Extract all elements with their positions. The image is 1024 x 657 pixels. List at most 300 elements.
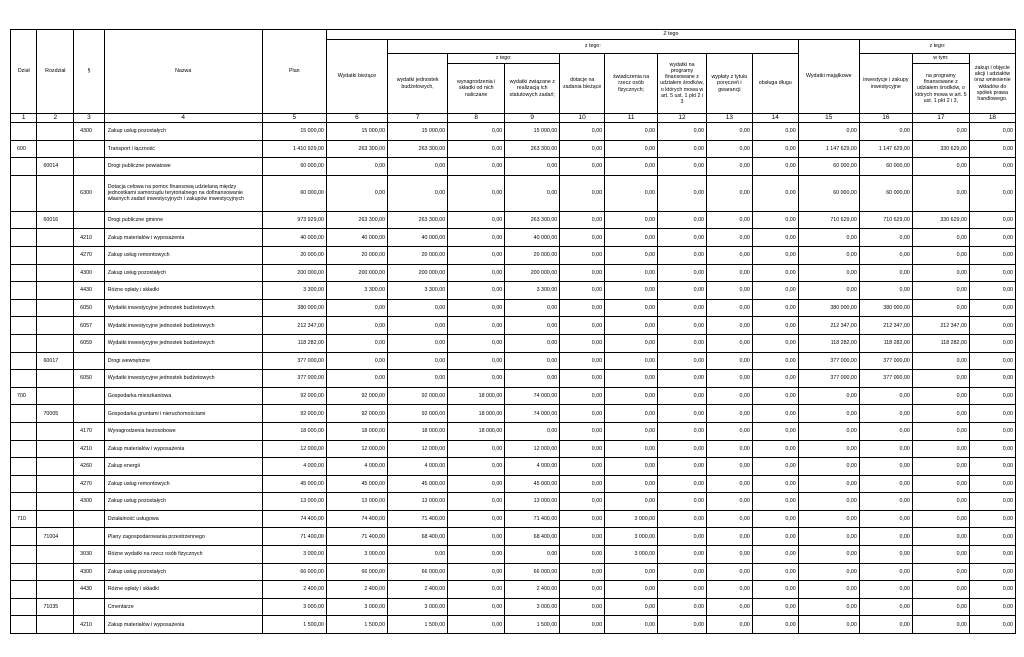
value-cell: 0,00: [560, 140, 605, 158]
value-cell: 0,00: [706, 299, 752, 317]
value-cell: 0,00: [658, 510, 707, 528]
header-z-tego-biezace: z tego:: [388, 40, 799, 54]
value-cell: 0,00: [912, 581, 969, 599]
value-cell: 0,00: [605, 352, 658, 370]
value-cell: 0,00: [706, 246, 752, 264]
value-cell: 0,00: [560, 211, 605, 229]
value-cell: 0,00: [448, 299, 505, 317]
value-cell: 0,00: [798, 510, 859, 528]
column-number: 13: [706, 114, 752, 123]
value-cell: 3 000,00: [326, 546, 387, 564]
header-dotacje: dotacje na zadania bieżące: [560, 54, 605, 114]
value-cell: 0,00: [448, 458, 505, 476]
value-cell: 0,00: [706, 175, 752, 211]
name-cell: Różne wydatki na rzecz osób fizycznych: [104, 546, 262, 564]
value-cell: 0,00: [969, 282, 1015, 300]
header-programy-majatkowe: na programy finansowane z udziałem środków, o których mowa w art. 5 ust. 1 pkt 2 i 3,: [912, 64, 969, 114]
value-cell: 0,00: [969, 370, 1015, 388]
value-cell: 0,00: [605, 264, 658, 282]
value-cell: 0,00: [560, 458, 605, 476]
column-number: 8: [448, 114, 505, 123]
value-cell: 330 629,00: [912, 211, 969, 229]
value-cell: 0,00: [752, 334, 798, 352]
table-row: [11, 282, 1016, 300]
rozdzial-cell: [37, 299, 74, 317]
value-cell: 0,00: [912, 405, 969, 423]
value-cell: 0,00: [912, 352, 969, 370]
value-cell: 0,00: [798, 422, 859, 440]
value-cell: 0,00: [798, 493, 859, 511]
value-cell: 0,00: [605, 405, 658, 423]
header-z-tego-majatkowe: z tego:: [859, 40, 1015, 54]
value-cell: 0,00: [605, 140, 658, 158]
value-cell: 0,00: [912, 387, 969, 405]
value-cell: 0,00: [969, 475, 1015, 493]
value-cell: 0,00: [658, 299, 707, 317]
paragraf-cell: 4270: [74, 246, 105, 264]
value-cell: 0,00: [798, 528, 859, 546]
table-row: [11, 229, 1016, 247]
value-cell: 0,00: [912, 528, 969, 546]
value-cell: 0,00: [560, 317, 605, 335]
value-cell: 0,00: [560, 352, 605, 370]
column-number: 17: [912, 114, 969, 123]
value-cell: 0,00: [388, 370, 448, 388]
paragraf-cell: 4170: [74, 422, 105, 440]
value-cell: 0,00: [752, 317, 798, 335]
value-cell: 212 347,00: [859, 317, 912, 335]
paragraf-cell: 6057: [74, 317, 105, 335]
value-cell: 377 000,00: [262, 352, 326, 370]
value-cell: 20 000,00: [505, 246, 560, 264]
value-cell: 0,00: [560, 440, 605, 458]
value-cell: 3 000,00: [505, 598, 560, 616]
budget-sheet: [10, 29, 1016, 634]
value-cell: 0,00: [326, 175, 387, 211]
column-number: 1: [11, 114, 37, 123]
value-cell: 0,00: [560, 229, 605, 247]
value-cell: 118 282,00: [798, 334, 859, 352]
value-cell: 0,00: [752, 458, 798, 476]
value-cell: 60 000,00: [798, 175, 859, 211]
value-cell: 0,00: [752, 616, 798, 634]
column-number: 9: [505, 114, 560, 123]
value-cell: 0,00: [969, 405, 1015, 423]
rozdzial-cell: [37, 370, 74, 388]
dzial-cell: [11, 546, 37, 564]
name-cell: Wydatki inwestycyjne jednostek budżetowych: [104, 370, 262, 388]
value-cell: 0,00: [658, 123, 707, 141]
table-row: [11, 387, 1016, 405]
value-cell: 71 400,00: [262, 528, 326, 546]
rozdzial-cell: [37, 229, 74, 247]
table-row: [11, 405, 1016, 423]
value-cell: 0,00: [605, 581, 658, 599]
value-cell: 0,00: [706, 211, 752, 229]
value-cell: 0,00: [969, 528, 1015, 546]
value-cell: 0,00: [859, 246, 912, 264]
value-cell: 0,00: [605, 211, 658, 229]
value-cell: 0,00: [969, 510, 1015, 528]
value-cell: 15 000,00: [388, 123, 448, 141]
name-cell: Cmentarze: [104, 598, 262, 616]
name-cell: Drogi publiczne gminne: [104, 211, 262, 229]
value-cell: 0,00: [560, 475, 605, 493]
header-programy: wydatki na programy finansowane z udziałem środków, o których mowa w art. 5 ust. 1 pkt 2 i 3: [658, 54, 707, 114]
name-cell: Drogi wewnętrzne: [104, 352, 262, 370]
value-cell: 0,00: [752, 299, 798, 317]
rozdzial-cell: [37, 175, 74, 211]
value-cell: 0,00: [448, 246, 505, 264]
value-cell: 0,00: [969, 422, 1015, 440]
value-cell: 0,00: [658, 158, 707, 176]
value-cell: 0,00: [388, 334, 448, 352]
value-cell: 0,00: [859, 458, 912, 476]
table-row: [11, 493, 1016, 511]
rozdzial-cell: 71004: [37, 528, 74, 546]
rozdzial-cell: 60016: [37, 211, 74, 229]
value-cell: 200 000,00: [388, 264, 448, 282]
value-cell: 0,00: [969, 158, 1015, 176]
value-cell: 0,00: [658, 598, 707, 616]
value-cell: 0,00: [798, 387, 859, 405]
value-cell: 0,00: [912, 264, 969, 282]
paragraf-cell: 6300: [74, 175, 105, 211]
name-cell: Zakup usług remontowych: [104, 475, 262, 493]
value-cell: 0,00: [912, 563, 969, 581]
dzial-cell: [11, 334, 37, 352]
value-cell: 92 000,00: [326, 387, 387, 405]
value-cell: 0,00: [326, 334, 387, 352]
value-cell: 0,00: [658, 563, 707, 581]
header-swiadczenia: świadczenia na rzecz osób fizycznych;: [605, 54, 658, 114]
table-row: [11, 422, 1016, 440]
value-cell: 0,00: [912, 246, 969, 264]
value-cell: 380 000,00: [859, 299, 912, 317]
value-cell: 0,00: [706, 528, 752, 546]
value-cell: 2 400,00: [388, 581, 448, 599]
expenditure-table: [10, 29, 1016, 634]
header-wydatki-biezace: Wydatki bieżące: [326, 40, 387, 114]
value-cell: 0,00: [388, 158, 448, 176]
value-cell: 263 300,00: [505, 211, 560, 229]
value-cell: 263 300,00: [388, 140, 448, 158]
value-cell: 0,00: [560, 264, 605, 282]
value-cell: 0,00: [859, 581, 912, 599]
column-number: 10: [560, 114, 605, 123]
value-cell: 0,00: [658, 140, 707, 158]
value-cell: 0,00: [752, 123, 798, 141]
name-cell: Różne opłaty i składki: [104, 282, 262, 300]
dzial-cell: 700: [11, 387, 37, 405]
value-cell: 0,00: [706, 352, 752, 370]
value-cell: 0,00: [706, 510, 752, 528]
paragraf-cell: 4210: [74, 440, 105, 458]
paragraf-cell: 6050: [74, 299, 105, 317]
value-cell: 0,00: [658, 528, 707, 546]
value-cell: 66 000,00: [326, 563, 387, 581]
value-cell: 0,00: [798, 246, 859, 264]
value-cell: 0,00: [859, 405, 912, 423]
value-cell: 0,00: [448, 370, 505, 388]
header-poreczenia: wypłaty z tytułu poręczeń i gwarancji: [706, 54, 752, 114]
value-cell: 0,00: [798, 282, 859, 300]
value-cell: 1 500,00: [388, 616, 448, 634]
column-number-row: [11, 114, 1016, 123]
dzial-cell: [11, 317, 37, 335]
name-cell: Zakup usług pozostałych: [104, 123, 262, 141]
value-cell: 0,00: [448, 510, 505, 528]
value-cell: 0,00: [859, 616, 912, 634]
value-cell: 0,00: [605, 493, 658, 511]
value-cell: 0,00: [798, 264, 859, 282]
value-cell: 0,00: [605, 616, 658, 634]
header-zadania-statutowe: wydatki związane z realizacją ich statutowych zadań;: [505, 64, 560, 114]
value-cell: 0,00: [448, 282, 505, 300]
value-cell: 60 000,00: [798, 158, 859, 176]
dzial-cell: [11, 493, 37, 511]
value-cell: 0,00: [388, 546, 448, 564]
rozdzial-cell: [37, 563, 74, 581]
value-cell: 4 000,00: [505, 458, 560, 476]
value-cell: 0,00: [605, 158, 658, 176]
value-cell: 68 400,00: [388, 528, 448, 546]
value-cell: 0,00: [912, 546, 969, 564]
value-cell: 0,00: [658, 440, 707, 458]
value-cell: 20 000,00: [388, 246, 448, 264]
value-cell: 0,00: [969, 387, 1015, 405]
value-cell: 0,00: [969, 229, 1015, 247]
dzial-cell: [11, 616, 37, 634]
value-cell: 45 000,00: [388, 475, 448, 493]
value-cell: 200 000,00: [505, 264, 560, 282]
value-cell: 0,00: [658, 246, 707, 264]
table-header: [11, 30, 1016, 123]
value-cell: 66 000,00: [388, 563, 448, 581]
value-cell: 0,00: [912, 440, 969, 458]
value-cell: 0,00: [448, 334, 505, 352]
value-cell: 0,00: [752, 440, 798, 458]
header-wydatki-majatkowe: Wydatki majątkowe: [798, 40, 859, 114]
value-cell: 0,00: [706, 264, 752, 282]
value-cell: 0,00: [448, 140, 505, 158]
value-cell: 3 000,00: [605, 546, 658, 564]
value-cell: 0,00: [752, 581, 798, 599]
dzial-cell: [11, 123, 37, 141]
value-cell: 0,00: [560, 581, 605, 599]
value-cell: 0,00: [752, 140, 798, 158]
paragraf-cell: [74, 211, 105, 229]
column-number: 12: [658, 114, 707, 123]
value-cell: 0,00: [448, 546, 505, 564]
value-cell: 0,00: [505, 158, 560, 176]
paragraf-cell: [74, 528, 105, 546]
value-cell: 4 000,00: [326, 458, 387, 476]
value-cell: 60 000,00: [262, 158, 326, 176]
value-cell: 0,00: [912, 493, 969, 511]
value-cell: 0,00: [448, 616, 505, 634]
value-cell: 0,00: [859, 598, 912, 616]
value-cell: 0,00: [969, 211, 1015, 229]
table-row: [11, 211, 1016, 229]
name-cell: Zakup usług pozostałych: [104, 264, 262, 282]
column-number: 16: [859, 114, 912, 123]
value-cell: 0,00: [798, 475, 859, 493]
value-cell: 0,00: [706, 440, 752, 458]
value-cell: 0,00: [752, 528, 798, 546]
value-cell: 0,00: [752, 475, 798, 493]
dzial-cell: [11, 422, 37, 440]
value-cell: 45 000,00: [262, 475, 326, 493]
value-cell: 0,00: [706, 405, 752, 423]
value-cell: 0,00: [706, 598, 752, 616]
value-cell: 0,00: [912, 175, 969, 211]
table-row: [11, 246, 1016, 264]
header-z-tego: Z tego: [326, 30, 1015, 40]
value-cell: 0,00: [448, 317, 505, 335]
value-cell: 0,00: [658, 229, 707, 247]
value-cell: 2 400,00: [326, 581, 387, 599]
name-cell: Wydatki inwestycyjne jednostek budżetowych: [104, 299, 262, 317]
header-z-tego-jednostek: z tego:: [448, 54, 560, 64]
value-cell: 0,00: [859, 440, 912, 458]
value-cell: 0,00: [912, 510, 969, 528]
value-cell: 0,00: [605, 422, 658, 440]
value-cell: 1 147 629,00: [859, 140, 912, 158]
value-cell: 0,00: [969, 546, 1015, 564]
value-cell: 0,00: [658, 175, 707, 211]
paragraf-cell: 4210: [74, 616, 105, 634]
dzial-cell: [11, 581, 37, 599]
value-cell: 0,00: [605, 387, 658, 405]
value-cell: 0,00: [560, 387, 605, 405]
value-cell: 0,00: [658, 334, 707, 352]
dzial-cell: [11, 229, 37, 247]
value-cell: 0,00: [969, 440, 1015, 458]
paragraf-cell: [74, 598, 105, 616]
table-row: [11, 598, 1016, 616]
value-cell: 0,00: [752, 158, 798, 176]
rozdzial-cell: [37, 458, 74, 476]
value-cell: 0,00: [605, 123, 658, 141]
value-cell: 200 000,00: [262, 264, 326, 282]
value-cell: 0,00: [560, 598, 605, 616]
rozdzial-cell: [37, 616, 74, 634]
value-cell: 0,00: [658, 458, 707, 476]
value-cell: 0,00: [798, 581, 859, 599]
value-cell: 0,00: [912, 123, 969, 141]
dzial-cell: [11, 282, 37, 300]
value-cell: 0,00: [605, 334, 658, 352]
value-cell: 0,00: [752, 546, 798, 564]
value-cell: 0,00: [326, 370, 387, 388]
value-cell: 0,00: [605, 370, 658, 388]
value-cell: 66 000,00: [505, 563, 560, 581]
value-cell: 0,00: [326, 158, 387, 176]
value-cell: 0,00: [388, 299, 448, 317]
value-cell: 71 400,00: [388, 510, 448, 528]
paragraf-cell: 4260: [74, 458, 105, 476]
rozdzial-cell: [37, 546, 74, 564]
value-cell: 0,00: [448, 493, 505, 511]
value-cell: 0,00: [752, 264, 798, 282]
column-number: 3: [74, 114, 105, 123]
rozdzial-cell: [37, 440, 74, 458]
value-cell: 18 000,00: [262, 422, 326, 440]
value-cell: 0,00: [859, 422, 912, 440]
value-cell: 13 000,00: [388, 493, 448, 511]
value-cell: 92 000,00: [388, 405, 448, 423]
paragraf-cell: [74, 510, 105, 528]
value-cell: 973 929,00: [262, 211, 326, 229]
value-cell: 60 000,00: [262, 175, 326, 211]
value-cell: 3 300,00: [388, 282, 448, 300]
value-cell: 0,00: [658, 352, 707, 370]
name-cell: Zakup materiałów i wyposażenia: [104, 616, 262, 634]
value-cell: 12 000,00: [326, 440, 387, 458]
value-cell: 0,00: [448, 563, 505, 581]
value-cell: 377 000,00: [798, 352, 859, 370]
value-cell: 0,00: [752, 282, 798, 300]
value-cell: 0,00: [706, 370, 752, 388]
table-row: [11, 563, 1016, 581]
value-cell: 1 500,00: [505, 616, 560, 634]
rozdzial-cell: [37, 581, 74, 599]
value-cell: 0,00: [448, 581, 505, 599]
rozdzial-cell: 60017: [37, 352, 74, 370]
value-cell: 0,00: [560, 246, 605, 264]
value-cell: 20 000,00: [262, 246, 326, 264]
value-cell: 3 000,00: [326, 598, 387, 616]
value-cell: 0,00: [752, 211, 798, 229]
value-cell: 0,00: [658, 387, 707, 405]
table-row: [11, 528, 1016, 546]
value-cell: 0,00: [798, 598, 859, 616]
value-cell: 3 300,00: [505, 282, 560, 300]
rozdzial-cell: [37, 246, 74, 264]
table-row: [11, 352, 1016, 370]
value-cell: 0,00: [605, 229, 658, 247]
value-cell: 0,00: [706, 616, 752, 634]
value-cell: 0,00: [706, 493, 752, 511]
paragraf-cell: [74, 158, 105, 176]
value-cell: 0,00: [388, 352, 448, 370]
value-cell: 0,00: [752, 229, 798, 247]
dzial-cell: [11, 475, 37, 493]
value-cell: 0,00: [798, 458, 859, 476]
value-cell: 0,00: [706, 458, 752, 476]
value-cell: 18 000,00: [326, 422, 387, 440]
value-cell: 0,00: [752, 246, 798, 264]
value-cell: 3 000,00: [605, 528, 658, 546]
value-cell: 0,00: [969, 264, 1015, 282]
value-cell: 0,00: [969, 317, 1015, 335]
value-cell: 40 000,00: [326, 229, 387, 247]
value-cell: 0,00: [912, 422, 969, 440]
header-inwestycje: inwestycje i zakupy inwestycyjne: [859, 54, 912, 114]
value-cell: 13 000,00: [262, 493, 326, 511]
name-cell: Wydatki inwestycyjne jednostek budżetowych: [104, 317, 262, 335]
value-cell: 0,00: [859, 387, 912, 405]
value-cell: 0,00: [605, 598, 658, 616]
value-cell: 12 000,00: [505, 440, 560, 458]
value-cell: 18 000,00: [388, 422, 448, 440]
value-cell: 212 347,00: [262, 317, 326, 335]
value-cell: 0,00: [448, 475, 505, 493]
value-cell: 74 400,00: [326, 510, 387, 528]
value-cell: 0,00: [859, 546, 912, 564]
name-cell: Różne opłaty i składki: [104, 581, 262, 599]
